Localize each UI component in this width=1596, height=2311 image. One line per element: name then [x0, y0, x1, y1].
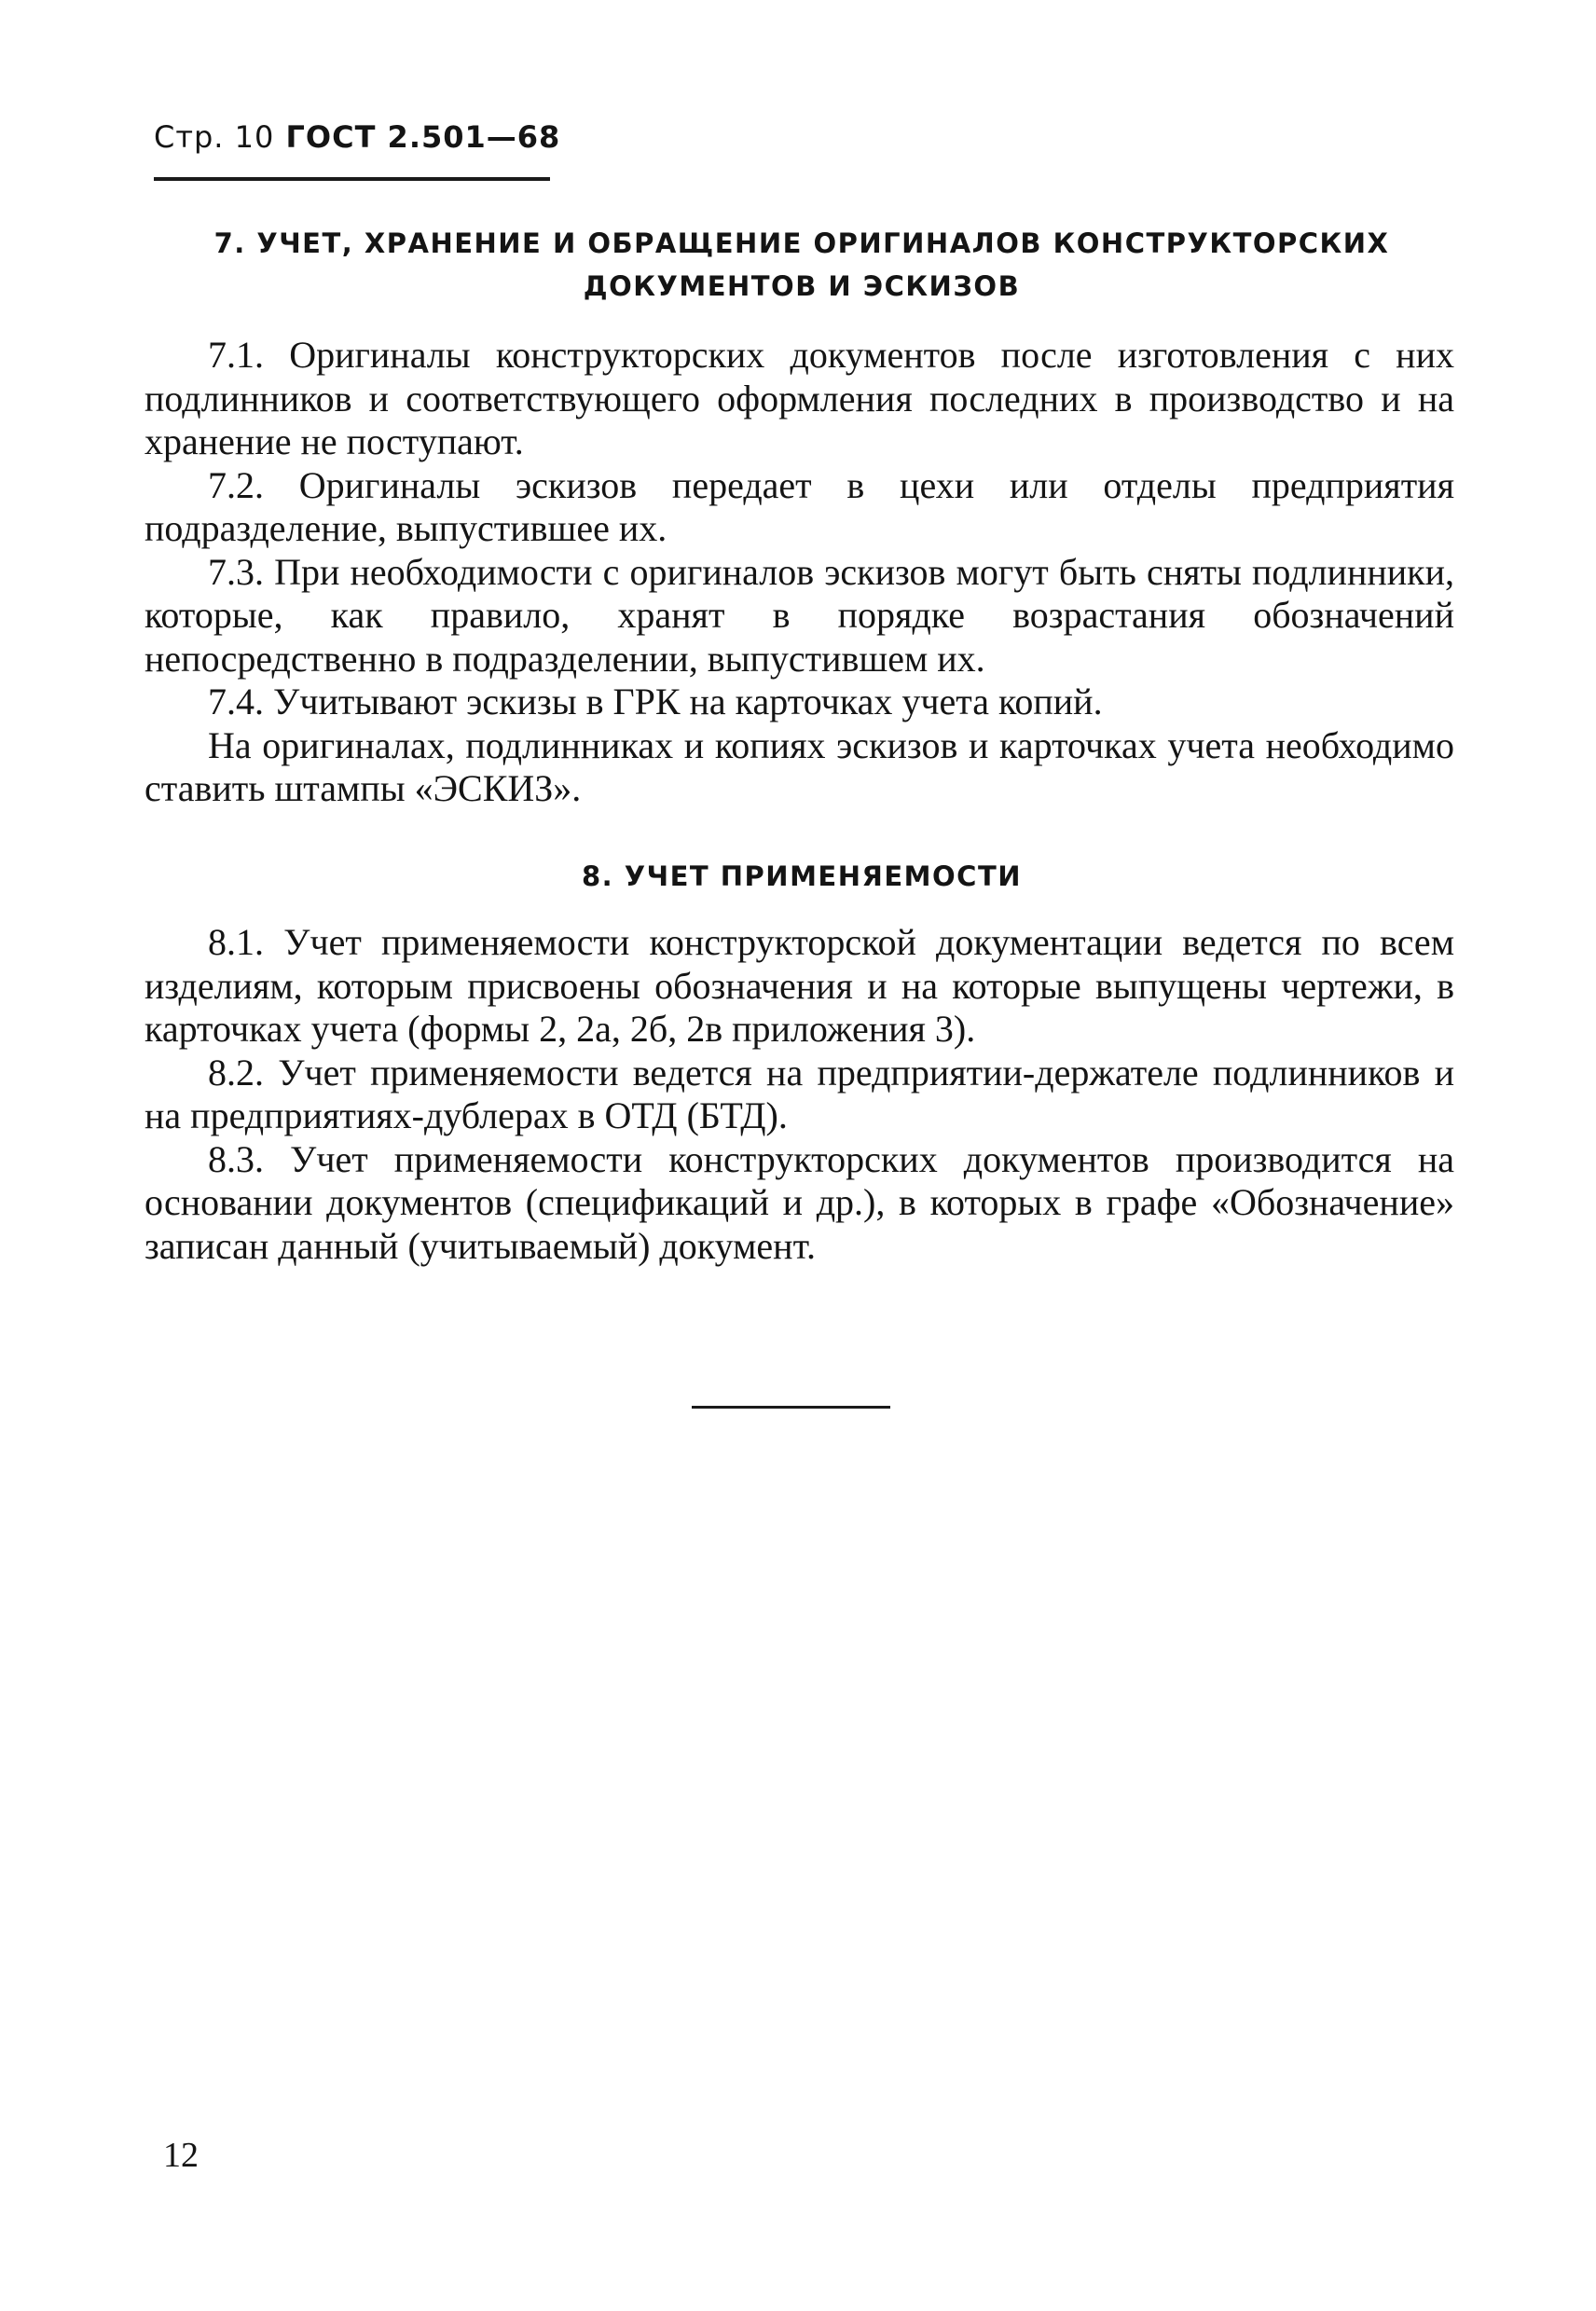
page-number: 12: [163, 2136, 199, 2175]
section-8-body: [144, 921, 1454, 1268]
paragraph-7-3: 7.3. При необходимости с оригиналов эскизов могут быть сняты подлинники, которые, как правило, хранят в порядке возрастания обозначений непосредственно в подразделении, выпустившем их.: [144, 550, 1454, 680]
paragraph-7-1: 7.1. Оригиналы конструкторских документов после изготовления с них подлинников и соответствующего оформления последних в производство и на хранение не поступают.: [144, 334, 1454, 462]
standard-number: ГОСТ 2.501—68: [285, 119, 561, 155]
header-rule: [154, 177, 550, 181]
paragraph-7-4: 7.4. Учитывают эскизы в ГРК на карточках учета копий.: [208, 681, 1103, 722]
paragraph-8-1: 8.1. Учет применяемости конструкторской документации ведется по всем изделиям, которым присвоены обозначения и на которые выпущены чертежи, в карточках учета (формы 2, 2а, 2б, 2в приложения 3).: [144, 921, 1454, 1050]
section-7-body: [144, 334, 1454, 811]
section-7-title-line-1: 7. УЧЕТ, ХРАНЕНИЕ И ОБРАЩЕНИЕ ОРИГИНАЛОВ КОНСТРУКТОРСКИХ: [213, 227, 1390, 259]
section-7-title-line-2: ДОКУМЕНТОВ И ЭСКИЗОВ: [583, 270, 1021, 302]
page-reference: Стр. 10: [154, 119, 275, 155]
end-rule: [692, 1406, 890, 1409]
paragraph-7-2: 7.2. Оригиналы эскизов передает в цехи или отделы предприятия подразделение, выпустившее их.: [144, 463, 1454, 549]
section-8-title: 8. УЧЕТ ПРИМЕНЯЕМОСТИ: [582, 860, 1022, 892]
paragraph-7-4-note: На оригиналах, подлинниках и копиях эскизов и карточках учета необходимо ставить штампы «ЭСКИЗ».: [144, 723, 1454, 809]
paragraph-8-2: 8.2. Учет применяемости ведется на предприятии-держателе подлинников и на предприятиях-дублерах в ОТД (БТД).: [144, 1051, 1454, 1136]
paragraph-8-3: 8.3. Учет применяемости конструкторских документов производится на основании документов (спецификаций и др.), в которых в графе «Обозначение» записан данный (учитываемый) документ.: [144, 1137, 1454, 1267]
section-7-title: [149, 222, 1454, 308]
page-header: [154, 119, 560, 155]
